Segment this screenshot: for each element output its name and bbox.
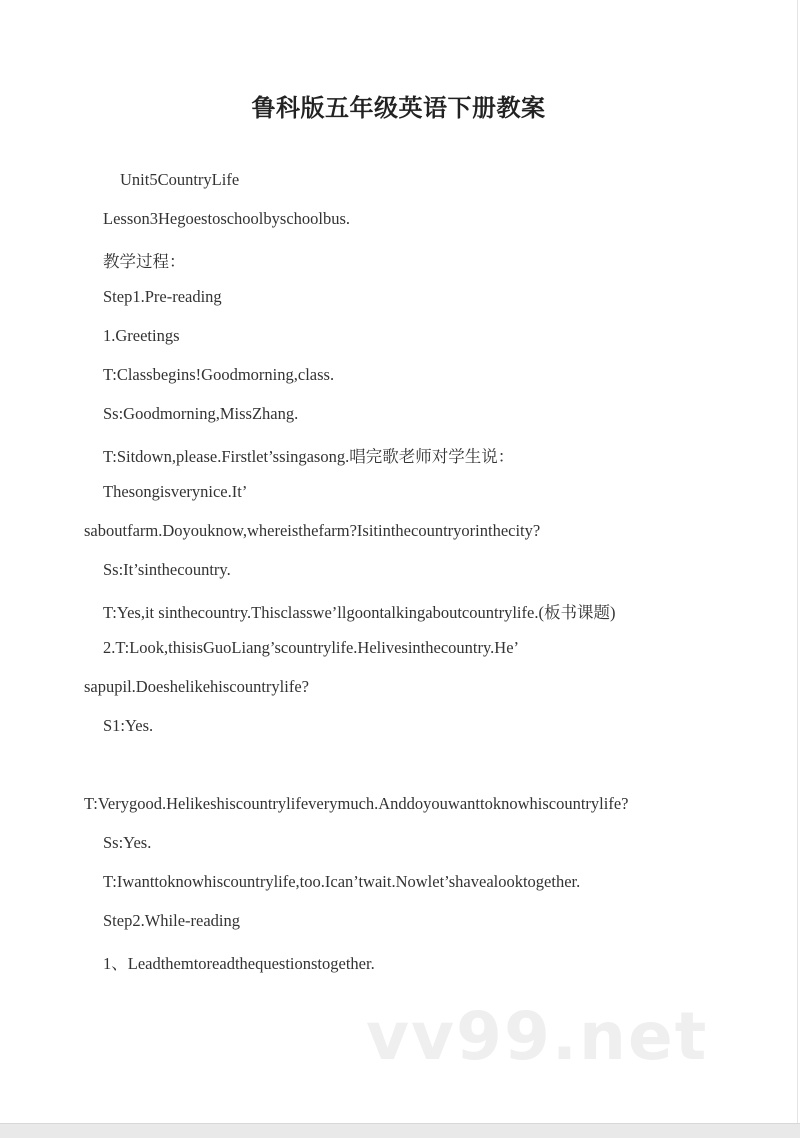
paragraph-line: S1:Yes. [103, 716, 154, 735]
page-bottom-edge [0, 1123, 800, 1138]
paragraph-line: 1、Leadthemtoreadthequestionstogether. [103, 954, 375, 973]
paragraph-line: 2.T:Look,thisisGuoLiang’scountrylife.Helivesinthecountry.He’ [103, 638, 520, 657]
paragraph-line: Lesson3Hegoestoschoolbyschoolbus. [103, 209, 351, 228]
paragraph-line: Ss:Yes. [103, 833, 152, 852]
paragraph-line: Step1.Pre-reading [103, 287, 222, 306]
paragraph-line: sapupil.Doeshelikehiscountrylife? [84, 677, 309, 696]
paragraph-line: T:Classbegins!Goodmorning,class. [103, 365, 335, 384]
paragraph-line: Thesongisverynice.It’ [103, 482, 248, 501]
document-title: 鲁科版五年级英语下册教案 [251, 94, 546, 122]
paragraph-line: 1.Greetings [103, 326, 180, 345]
paragraph-line: T:Yes,it sinthecountry.Thisclasswe’llgoontalkingaboutcountrylife.(板书课题) [103, 603, 616, 622]
paragraph-line: Ss:Goodmorning,MissZhang. [103, 404, 299, 423]
paragraph-line: saboutfarm.Doyouknow,whereisthefarm?Isitinthecountryorinthecity? [84, 521, 541, 540]
paragraph-line: T:Sitdown,please.Firstlet’ssingasong.唱完歌老师对学生说： [103, 447, 515, 466]
paragraph-line: Unit5CountryLife [120, 170, 240, 189]
watermark: vv99.net [366, 998, 709, 1075]
paragraph-line: Step2.While-reading [103, 911, 240, 930]
paragraph-line: T:Iwanttoknowhiscountrylife,too.Ican’twait.Nowlet’shavealooktogether. [103, 872, 581, 891]
paragraph-line: T:Verygood.Helikeshiscountrylifeverymuch.Anddoyouwanttoknowhiscountrylife? [84, 794, 629, 813]
paragraph-line: Ss:It’sinthecountry. [103, 560, 231, 579]
paragraph-line: 教学过程： [103, 252, 186, 271]
